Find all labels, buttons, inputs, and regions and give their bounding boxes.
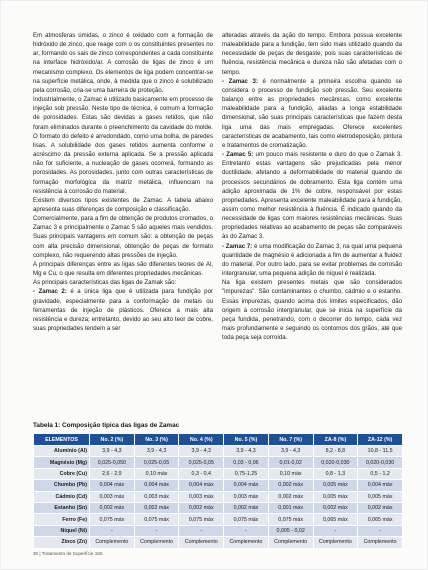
table-cell: 0,004 máx: [90, 480, 135, 491]
element-name-cell: Alumínio (Al): [34, 446, 90, 457]
table-row: [34, 480, 403, 491]
table-header-row: [34, 434, 403, 446]
table-cell: 0,8 - 1,3: [313, 468, 358, 479]
table-cell: 3,9 - 4,3: [224, 446, 269, 457]
column-header: No. 7 (%): [268, 434, 313, 446]
zamac-7-text: é uma modificação do Zamac 3, na qual uma pequena quantidade de magnésio é adicionada a fim de aumentar a fluidez do material. Por outro lado, para se evitar problemas de corrosão intergranular, uma pequena adição de níquel é realizada.: [222, 242, 402, 278]
table-cell: 0,025-0,050: [90, 457, 135, 468]
zamac-3-item: [222, 77, 402, 150]
table-row: [34, 457, 403, 468]
zamac-2-label: - Zamac 2:: [33, 288, 67, 296]
table-cell: 0,002 máx: [134, 502, 179, 513]
table-cell: 0,075 máx: [179, 514, 224, 525]
table-cell: 0,003 máx: [90, 491, 135, 502]
table-cell: 0,020-0,030: [313, 457, 358, 468]
table-cell: 0,003 máx: [179, 491, 224, 502]
paragraph: Em atmosferas úmidas, o zinco é oxidado com a formação de hidróxido de zinco, que reage com o os constituintes presentes no ar, formando os sais de zinco correspondentes a cada constituinte na interface hidróxido/ar. A corrosão de ligas de zinco é um mecanismo complexo. Os elementos de liga podem concentrar-se na superfície metálica, onde, à medida que o zinco é solubilizado pela corrosão, cria-se uma barreira de proteção.: [33, 32, 213, 94]
paragraph: Comercialmente, para a fim de obtenção de produtos cromados, o Zamac 3 e principalmente o Zamac 5 são aqueles mais vendidos. Suas principais vantagens em comum são: a obtenção de peças com alta precisão dimensional, obtenção de peças de formato complexo, não requerendo altas pressões de injeção.: [33, 215, 213, 259]
table-row: [34, 491, 403, 502]
column-header: No. 5 (%): [224, 434, 269, 446]
paragraph: alteradas através da ação do tempo. Embora possua excelente maleabilidade para a fundição, tem sido mais utilizado quando da necessidade de peças de desgaste, pois suas características de fluência, resistência mecânica e dureza não são afetadas com o tempo.: [222, 32, 402, 76]
element-name-cell: Magnésio (Mg): [34, 457, 90, 468]
table-cell: 0,065 máx: [358, 514, 403, 525]
table-cell: 0,025-0,05: [134, 457, 179, 468]
table-cell: 0,004 máx: [179, 480, 224, 491]
element-name-cell: Zinco (Zn): [34, 537, 90, 548]
table-cell: Complemento: [224, 537, 269, 548]
column-header: ZA-8 (%): [313, 434, 358, 446]
table-cell: Complemento: [179, 537, 224, 548]
column-header: ZA-12 (%): [358, 434, 403, 446]
table-cell: 0,075 máx: [90, 514, 135, 525]
table-cell: 0,002 máx: [313, 502, 358, 513]
element-name-cell: Ferro (Fe): [34, 514, 90, 525]
page-footer: 30 | Tratamento de Superfície 180: [33, 551, 103, 556]
zamac-2-item: [33, 287, 213, 333]
element-name-cell: Níquel (Ni): [34, 525, 90, 536]
table-row: [34, 514, 403, 525]
left-text-column: [33, 31, 213, 333]
table-cell: 3,9 - 4,3: [179, 446, 224, 457]
table-cell: Complemento: [313, 537, 358, 548]
table-cell: 0,003 máx: [134, 491, 179, 502]
zamac-3-text: é normalmente a primeira escolha quando se considera o processo de fundição sob pressão. Seu excelente balanço entre as propriedades mecânicas, como excelente maleabilidade para a fundição, aliadas a longa estabilidade dimensional, são suas principais características que fazem desta liga uma das mais empregadas. Oferece excelentes características de acabamento, tais como eletrodeposição, pintura e tratamentos de cromatização.: [222, 77, 402, 149]
table-cell: 0,002 máx: [224, 502, 269, 513]
table-cell: -: [179, 525, 224, 536]
table-cell: 0,005 - 0,02: [268, 525, 313, 536]
table-title: Tabela 1: Composição típica das ligas de Zamac: [33, 422, 180, 429]
table-cell: 0,065 máx: [313, 514, 358, 525]
table-cell: 0,075 máx: [134, 514, 179, 525]
table-cell: 0,75-1,25: [224, 468, 269, 479]
table-row: [34, 537, 403, 548]
zamac-2-text: é a única liga que é utilizada para fundição por gravidade, especialmente para a conformação de metais ou ferramentas de injeção de plásticos. Oferece a mais alta resistência e dureza; entretanto, devido ao seu alto teor de cobre, suas propriedades tendem a ser: [33, 288, 213, 332]
table-cell: 0,01-0,02: [268, 457, 313, 468]
table-body: [34, 446, 403, 549]
zamac-5-text: um pouco mais resistente e duro do que o Zamak 3. Entretanto estas vantagens são prejudicadas pela menor ductilidade, afetando a deformabilidade do material quando de processos secundários de dobramento. Esta liga contém uma adição aproximada de 1% de cobre, responsável por estas propriedades. Apresenta excelente maleabilidade para a fundição, assim como melhor resistência à fluência. É indicado quando da necessidade de ligas com maiores resistências mecânicas. Suas propriedades relativas ao acabamento de peças são comparáveis às do Zamac 3.: [222, 151, 402, 241]
element-name-cell: Cobre (Cu): [34, 468, 90, 479]
right-text-column: [222, 31, 402, 342]
table-row: [34, 446, 403, 457]
table-cell: -: [90, 525, 135, 536]
table-cell: 0,002 máx: [268, 491, 313, 502]
table-cell: 0,005 máx: [358, 491, 403, 502]
table-cell: 0,002 máx: [179, 502, 224, 513]
table-cell: 3,9 - 4,3: [268, 446, 313, 457]
table-cell: 8,2 - 8,8: [313, 446, 358, 457]
table-cell: 0,005 máx: [313, 491, 358, 502]
table-cell: 3,9 - 4,3: [90, 446, 135, 457]
table-cell: 0,3 - 0,4: [179, 468, 224, 479]
table-cell: 0,003 máx: [224, 491, 269, 502]
paragraph: A principais diferenças entre as ligas são diferentes teores de Al, Mg e Cu, o que resulta em diferentes propriedades mecânicas.: [33, 260, 213, 278]
column-header: No. 3 (%): [134, 434, 179, 446]
table-cell: Complemento: [268, 537, 313, 548]
table-cell: 0,5 - 1,2: [358, 468, 403, 479]
element-name-cell: Estanho (Sn): [34, 502, 90, 513]
table-row: [34, 502, 403, 513]
composition-table: [33, 433, 403, 549]
paragraph: Industrialmente, o Zamac é utilizado basicamente em processo de injeção sob pressão. Neste tipo de técnica, é comum a formação de porosidades. Estas são devidas a gases retidos, que não foram eliminados durante o preenchimento da cavidade do molde. O formato do defeito é arredondado, como uma bolha, de paredes lisas. A solubilidade dos gases retidos aumenta conforme o acréscimo da pressão externa aplicada. Se a pressão aplicada não for suficiente, a nucleação de gases ocorrerá, formando as porosidades. As porosidades, junto com outras características de formação morfológica da matriz metálica, influenciam na resistência à corrosão do material.: [33, 96, 213, 195]
column-header: ELEMENTOS: [34, 434, 90, 446]
table-cell: 0,004 máx: [134, 480, 179, 491]
table-cell: 0,10 máx: [134, 468, 179, 479]
table-cell: 2,6 - 2,9: [90, 468, 135, 479]
zamac-7-item: [222, 242, 402, 279]
element-name-cell: Cádmio (Cd): [34, 491, 90, 502]
table-cell: 3,9 - 4,3: [134, 446, 179, 457]
zamac-5-label: - Zamac 5:: [222, 151, 254, 159]
table-row: [34, 525, 403, 536]
table-cell: -: [313, 525, 358, 536]
zamac-3-label: - Zamac 3:: [222, 77, 258, 85]
table-row: [34, 468, 403, 479]
table-cell: 0,002 máx: [268, 480, 313, 491]
zamac-5-item: [222, 150, 402, 242]
element-name-cell: Chumbo (Pb): [34, 480, 90, 491]
column-header: No. 2 (%): [90, 434, 135, 446]
table-cell: -: [224, 525, 269, 536]
table-cell: -: [134, 525, 179, 536]
table-cell: 0,002 máx: [90, 502, 135, 513]
table-cell: 0,001 máx: [268, 502, 313, 513]
table-cell: -: [358, 525, 403, 536]
table-cell: 0,025-0,05: [179, 457, 224, 468]
table-cell: 0,03 - 0,06: [224, 457, 269, 468]
table-cell: Complemento: [134, 537, 179, 548]
paragraph: Existem diversos tipos existentes de Zamac. A tabela abaixo apresenta suas diferenças de composição e classificação.: [33, 196, 213, 213]
table-cell: 0,004 máx: [224, 480, 269, 491]
table-cell: 0,002 máx: [358, 502, 403, 513]
table-cell: 0,005 máx: [313, 480, 358, 491]
table-cell: Complemento: [358, 537, 403, 548]
table-cell: 0,075 máx: [224, 514, 269, 525]
table-cell: 0,020-0,030: [358, 457, 403, 468]
paragraph: As principais características das ligas de Zamak são:: [33, 279, 177, 287]
column-header: No. 4 (%): [179, 434, 224, 446]
table-cell: 10,8 - 11,5: [358, 446, 403, 457]
zamac-7-label: - Zamac 7:: [222, 242, 253, 250]
paragraph: Na liga existem presentes metais que são considerados "impurezas". São contaminantes o chumbo, cádmio e o estanho. Essas impurezas, quando acima dos limites especificados, dão origem à corrosão intergranular, que se inicia na superfície da peça fundida, penetrando, com o decorrer do tempo, cada vez mais profundamente e seguindo os contornos dos grãos, até que toda peça seja corroída.: [222, 279, 402, 342]
table-cell: 0,10 máx: [268, 468, 313, 479]
table-cell: 0,075 máx: [268, 514, 313, 525]
table-cell: 0,004 máx: [358, 480, 403, 491]
table-cell: Complemento: [90, 537, 135, 548]
